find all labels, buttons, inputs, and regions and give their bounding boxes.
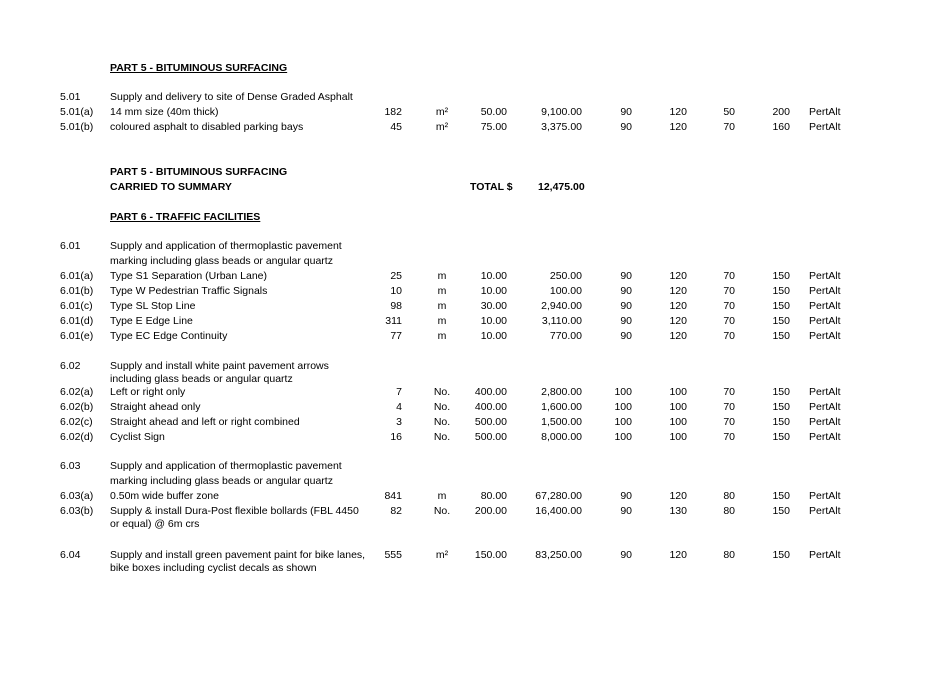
table-row [0, 401, 951, 415]
item-amount: 3,110.00 [541, 315, 582, 327]
item-amount: 83,250.00 [535, 549, 582, 561]
item-description: marking including glass beads or angular quartz [110, 475, 333, 487]
item-value-4: 150 [772, 300, 790, 312]
item-value-3: 70 [723, 121, 735, 133]
item-quantity: 182 [384, 106, 402, 118]
item-value-3: 70 [723, 431, 735, 443]
item-rate: 50.00 [480, 106, 507, 118]
item-unit: No. [433, 431, 451, 443]
item-description: 14 mm size (40m thick) [110, 106, 219, 118]
item-quantity: 7 [396, 386, 402, 398]
item-quantity: 311 [385, 315, 402, 327]
item-description: Type W Pedestrian Traffic Signals [110, 285, 268, 297]
item-amount: 770.00 [549, 330, 582, 342]
item-description: Supply and install white paint pavement arrows [110, 360, 329, 372]
item-note: PertAlt [809, 121, 841, 133]
item-description: Left or right only [110, 386, 186, 398]
item-rate: 500.00 [474, 431, 507, 443]
item-note: PertAlt [809, 330, 841, 342]
item-value-3: 70 [723, 401, 735, 413]
item-amount: 9,100.00 [541, 106, 582, 118]
item-value-4: 150 [772, 270, 790, 282]
item-code: 6.03(b) [60, 505, 94, 517]
item-unit: m² [435, 121, 449, 133]
item-value-4: 150 [772, 330, 790, 342]
item-value-2: 120 [669, 549, 687, 561]
item-quantity: 16 [390, 431, 402, 443]
item-quantity: 98 [390, 300, 402, 312]
item-value-4: 150 [772, 549, 790, 561]
item-value-3: 70 [723, 285, 735, 297]
item-rate: 10.00 [480, 330, 507, 342]
item-code: 6.02(c) [60, 416, 93, 428]
item-value-3: 70 [723, 330, 735, 342]
table-row [0, 416, 951, 430]
item-rate: 400.00 [474, 401, 507, 413]
item-note: PertAlt [809, 386, 841, 398]
item-code: 6.02(b) [60, 401, 94, 413]
item-unit: No. [433, 416, 451, 428]
item-note: PertAlt [809, 416, 841, 428]
item-value-1: 90 [620, 270, 632, 282]
table-row [0, 300, 951, 314]
item-unit: m² [435, 549, 449, 561]
item-description: Type S1 Separation (Urban Lane) [110, 270, 268, 282]
table-row [0, 505, 951, 519]
item-unit: m [437, 315, 447, 327]
table-row [0, 549, 951, 563]
table-row [0, 490, 951, 504]
item-description: Type SL Stop Line [110, 300, 196, 312]
item-rate: 10.00 [480, 315, 507, 327]
item-code: 6.02 [60, 360, 81, 372]
item-description: including glass beads or angular quartz [110, 373, 293, 385]
item-unit: m [437, 300, 447, 312]
item-value-1: 100 [614, 431, 632, 443]
item-value-1: 100 [614, 386, 632, 398]
item-code: 6.01(e) [60, 330, 94, 342]
item-quantity: 25 [390, 270, 402, 282]
item-description: Type EC Edge Continuity [110, 330, 228, 342]
item-value-1: 100 [614, 401, 632, 413]
item-description: Straight ahead only [110, 401, 201, 413]
table-row [0, 270, 951, 284]
item-code: 6.02(a) [60, 386, 94, 398]
item-description: Supply and application of thermoplastic pavement [110, 240, 342, 252]
item-description: 0.50m wide buffer zone [110, 490, 219, 502]
table-row [0, 285, 951, 299]
item-value-1: 90 [620, 330, 632, 342]
item-rate: 500.00 [474, 416, 507, 428]
part5-summary-heading: PART 5 - BITUMINOUS SURFACING [110, 166, 288, 178]
item-quantity: 10 [390, 285, 402, 297]
item-value-2: 120 [669, 300, 687, 312]
item-description: Type E Edge Line [110, 315, 193, 327]
item-value-3: 70 [723, 300, 735, 312]
table-row [0, 106, 951, 120]
item-unit: No. [433, 401, 451, 413]
item-amount: 100.00 [549, 285, 582, 297]
item-description: or equal) @ 6m crs [110, 518, 200, 530]
item-value-2: 100 [669, 401, 687, 413]
item-description: Supply and install green pavement paint for bike lanes, [110, 549, 366, 561]
item-value-1: 90 [620, 490, 632, 502]
item-note: PertAlt [809, 401, 841, 413]
table-row [0, 360, 951, 374]
item-value-1: 100 [614, 416, 632, 428]
table-row [0, 431, 951, 445]
item-value-2: 120 [669, 285, 687, 297]
item-code: 6.01 [60, 240, 81, 252]
item-value-2: 120 [669, 315, 687, 327]
item-note: PertAlt [809, 549, 841, 561]
item-quantity: 77 [390, 330, 402, 342]
item-value-2: 120 [669, 121, 687, 133]
part6-heading: PART 6 - TRAFFIC FACILITIES [110, 211, 261, 223]
item-unit: m² [435, 106, 449, 118]
item-rate: 10.00 [480, 285, 507, 297]
item-note: PertAlt [809, 106, 841, 118]
table-row [0, 460, 951, 474]
item-description: Straight ahead and left or right combined [110, 416, 300, 428]
item-unit: No. [433, 386, 451, 398]
item-rate: 30.00 [480, 300, 507, 312]
item-note: PertAlt [809, 431, 841, 443]
item-code: 6.01(a) [60, 270, 94, 282]
item-value-4: 150 [772, 401, 790, 413]
item-value-3: 70 [723, 416, 735, 428]
item-amount: 8,000.00 [541, 431, 582, 443]
item-amount: 2,800.00 [541, 386, 582, 398]
item-note: PertAlt [809, 315, 841, 327]
table-row [0, 315, 951, 329]
item-value-2: 100 [669, 431, 687, 443]
item-value-1: 90 [620, 549, 632, 561]
item-unit: m [437, 285, 447, 297]
table-row [0, 255, 951, 269]
item-value-2: 100 [669, 386, 687, 398]
item-code: 5.01(a) [60, 106, 94, 118]
item-value-2: 120 [669, 106, 687, 118]
item-amount: 3,375.00 [541, 121, 582, 133]
item-description: Cyclist Sign [110, 431, 165, 443]
item-value-4: 150 [772, 505, 790, 517]
item-rate: 75.00 [480, 121, 507, 133]
item-value-3: 80 [723, 549, 735, 561]
item-value-4: 150 [772, 416, 790, 428]
item-unit: No. [433, 505, 451, 517]
item-value-2: 130 [669, 505, 687, 517]
item-code: 6.03 [60, 460, 81, 472]
table-row [0, 475, 951, 489]
item-code: 5.01 [60, 91, 81, 103]
item-value-4: 150 [772, 386, 790, 398]
total-label: TOTAL $ [470, 181, 513, 193]
item-description: bike boxes including cyclist decals as shown [110, 562, 317, 574]
item-amount: 1,500.00 [541, 416, 582, 428]
item-rate: 150.00 [474, 549, 507, 561]
item-code: 6.01(c) [60, 300, 93, 312]
item-value-3: 70 [723, 386, 735, 398]
item-code: 5.01(b) [60, 121, 94, 133]
item-code: 6.01(b) [60, 285, 94, 297]
item-description: coloured asphalt to disabled parking bays [110, 121, 304, 133]
table-row [0, 121, 951, 135]
item-rate: 400.00 [474, 386, 507, 398]
item-value-3: 70 [723, 315, 735, 327]
carried-to-summary-label: CARRIED TO SUMMARY [110, 181, 232, 193]
item-rate: 80.00 [480, 490, 507, 502]
item-code: 6.03(a) [60, 490, 94, 502]
item-note: PertAlt [809, 505, 841, 517]
item-value-3: 50 [723, 106, 735, 118]
item-description: marking including glass beads or angular quartz [110, 255, 333, 267]
item-note: PertAlt [809, 300, 841, 312]
item-amount: 16,400.00 [535, 505, 582, 517]
item-value-4: 160 [772, 121, 790, 133]
item-value-4: 200 [772, 106, 790, 118]
item-value-2: 120 [669, 270, 687, 282]
item-quantity: 4 [396, 401, 402, 413]
item-description: Supply and delivery to site of Dense Graded Asphalt [110, 91, 353, 103]
item-value-2: 100 [669, 416, 687, 428]
item-quantity: 3 [396, 416, 402, 428]
total-value: 12,475.00 [538, 181, 585, 193]
part5-heading: PART 5 - BITUMINOUS SURFACING [110, 62, 288, 74]
item-value-1: 90 [620, 505, 632, 517]
item-quantity: 841 [384, 490, 402, 502]
item-description: Supply and application of thermoplastic pavement [110, 460, 342, 472]
table-row [0, 518, 951, 532]
item-value-2: 120 [669, 490, 687, 502]
item-amount: 1,600.00 [541, 401, 582, 413]
table-row [0, 240, 951, 254]
table-row [0, 91, 951, 105]
item-value-1: 90 [620, 285, 632, 297]
table-row [0, 330, 951, 344]
item-value-1: 90 [620, 106, 632, 118]
table-row [0, 562, 951, 576]
item-value-3: 80 [723, 505, 735, 517]
item-unit: m [437, 490, 447, 502]
item-value-4: 150 [772, 285, 790, 297]
item-value-1: 90 [620, 121, 632, 133]
item-note: PertAlt [809, 270, 841, 282]
item-unit: m [437, 270, 447, 282]
item-amount: 2,940.00 [541, 300, 582, 312]
item-value-3: 80 [723, 490, 735, 502]
item-rate: 10.00 [480, 270, 507, 282]
table-row [0, 373, 951, 387]
item-quantity: 45 [390, 121, 402, 133]
item-value-4: 150 [772, 431, 790, 443]
item-value-1: 90 [620, 300, 632, 312]
item-value-3: 70 [723, 270, 735, 282]
item-unit: m [437, 330, 447, 342]
item-rate: 200.00 [474, 505, 507, 517]
item-value-1: 90 [620, 315, 632, 327]
item-description: Supply & install Dura-Post flexible bollards (FBL 4450 [110, 505, 359, 517]
item-value-4: 150 [772, 315, 790, 327]
item-value-4: 150 [772, 490, 790, 502]
item-code: 6.04 [60, 549, 81, 561]
item-quantity: 555 [384, 549, 402, 561]
item-note: PertAlt [809, 490, 841, 502]
item-code: 6.01(d) [60, 315, 94, 327]
item-amount: 250.00 [549, 270, 582, 282]
item-note: PertAlt [809, 285, 841, 297]
item-value-2: 120 [669, 330, 687, 342]
item-code: 6.02(d) [60, 431, 94, 443]
table-row [0, 386, 951, 400]
item-amount: 67,280.00 [535, 490, 582, 502]
item-quantity: 82 [390, 505, 402, 517]
